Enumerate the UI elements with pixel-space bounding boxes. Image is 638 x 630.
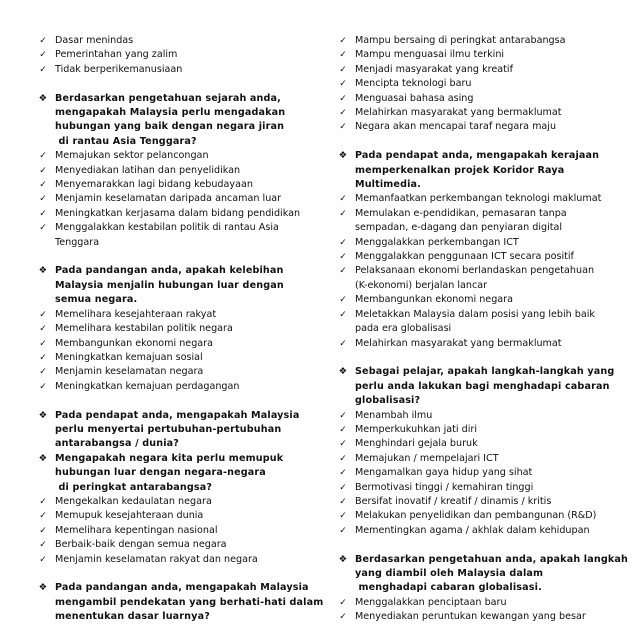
list-item-continuation: (K-ekonomi) berjalan lancar	[355, 279, 488, 291]
list-item: ✓ Melahirkan masyarakat yang bermaklumat	[337, 106, 627, 120]
list-item: ✓ Pemerintahan yang zalim	[37, 48, 309, 62]
question-block	[337, 149, 627, 192]
list-item: ✓ Menggalakkan penggunaan ICT secara positif	[337, 250, 627, 264]
list-item: ✓ Negara akan mencapai taraf negara maju	[337, 120, 627, 134]
list-item: ✓ Menjamin keselamatan rakyat dan negara	[37, 553, 309, 567]
check-icon: ✓	[39, 309, 47, 320]
list-item: ✓ Mampu bersaing di peringkat antarabangsa	[337, 34, 627, 48]
check-icon: ✓	[339, 108, 347, 119]
list-item: ✓ Memajukan sektor pelancongan	[37, 149, 309, 163]
check-icon: ✓	[339, 295, 347, 306]
question-line: perlu anda lakukan bagi menghadapi cabaran	[355, 380, 610, 392]
check-icon: ✓	[39, 554, 47, 565]
question-line: hubungan yang baik dengan negara jiran	[55, 121, 285, 133]
list-item: ✓ Mencipta teknologi baru	[337, 77, 627, 91]
list-item: ✓ Menggalakkan perkembangan ICT	[337, 236, 627, 250]
check-icon: ✓	[39, 367, 47, 378]
check-icon: ✓	[339, 208, 347, 219]
check-icon: ✓	[39, 525, 47, 536]
check-icon: ✓	[339, 122, 347, 133]
list-item-continuation: Tenggara	[55, 236, 100, 248]
check-icon: ✓	[39, 540, 47, 551]
list-item: ✓ Menggalakkan penciptaan baru	[337, 596, 627, 610]
list-item: ✓ Menjadi masyarakat yang kreatif	[337, 63, 627, 77]
list-item: ✓ Memulakan e-pendidikan, pemasaran tanpa	[337, 207, 627, 221]
check-icon: ✓	[339, 93, 347, 104]
check-icon: ✓	[339, 482, 347, 493]
list-item: ✓ Menghindari gejala buruk	[337, 437, 627, 451]
check-icon: ✓	[339, 597, 347, 608]
diamond-bullet-icon: ❖	[338, 150, 348, 162]
check-icon: ✓	[339, 338, 347, 349]
list-item: ✓ Mengekalkan kedaulatan negara	[37, 495, 309, 509]
question-line: ❖ Sebagai pelajar, apakah langkah-langkah yang	[337, 365, 627, 379]
list-item: ✓ Menggalakkan kestabilan politik di rantau Asia	[37, 221, 309, 235]
list-item: ✓ Memperkukuhkan jati diri	[337, 423, 627, 437]
check-icon: ✓	[339, 511, 347, 522]
check-icon: ✓	[39, 36, 47, 46]
check-icon: ✓	[339, 424, 347, 435]
question-line: ❖ Berdasarkan pengetahuan anda, apakah langkah	[337, 553, 627, 567]
check-icon: ✓	[339, 50, 347, 61]
list-item: ✓ Memajukan / mempelajari ICT	[337, 452, 627, 466]
check-icon: ✓	[339, 410, 347, 421]
diamond-bullet-icon: ❖	[338, 553, 348, 565]
diamond-bullet-icon: ❖	[338, 366, 348, 378]
question-line: semua negara.	[55, 294, 138, 306]
list-item: ✓ Dasar menindas	[37, 34, 309, 48]
check-icon: ✓	[39, 208, 47, 219]
question-line: di rantau Asia Tenggara?	[58, 135, 197, 147]
diamond-bullet-icon: ❖	[38, 265, 48, 277]
question-line: antarabangsa / dunia?	[55, 438, 179, 450]
list-item: ✓ Menjamin keselamatan daripada ancaman luar	[37, 192, 309, 206]
list-item: ✓ Bermotivasi tinggi / kemahiran tinggi	[337, 481, 627, 495]
check-icon: ✓	[339, 266, 347, 277]
check-icon: ✓	[339, 309, 347, 320]
question-line: menentukan dasar luarnya?	[55, 611, 210, 623]
question-line: ❖ Mengapakah negara kita perlu memupuk	[37, 452, 309, 466]
check-icon: ✓	[39, 180, 47, 191]
check-icon: ✓	[339, 468, 347, 479]
check-icon: ✓	[339, 64, 347, 75]
question-line: ❖ Pada pandangan anda, apakah kelebihan	[37, 264, 309, 278]
question-block	[337, 553, 627, 596]
diamond-bullet-icon: ❖	[38, 92, 48, 104]
list-item: ✓ Menambah ilmu	[337, 409, 627, 423]
question-line: ❖ Pada pendapat anda, mengapakah kerajaan	[337, 149, 627, 163]
list-item: ✓ Menyediakan peruntukan kewangan yang besar	[337, 610, 627, 624]
question-block	[37, 409, 309, 452]
list-item: ✓ Membangunkan ekonomi negara	[337, 293, 627, 307]
check-icon: ✓	[39, 338, 47, 349]
list-item: ✓ Menyemarakkan lagi bidang kebudayaan	[37, 178, 309, 192]
check-icon: ✓	[39, 50, 47, 61]
question-line: mengambil pendekatan yang berhati-hati dalam	[55, 596, 324, 608]
check-icon: ✓	[39, 151, 47, 162]
check-icon: ✓	[39, 324, 47, 335]
list-item: ✓ Menjamin keselamatan negara	[37, 365, 309, 379]
list-item: ✓ Memupuk kesejahteraan dunia	[37, 509, 309, 523]
check-icon: ✓	[39, 381, 47, 392]
right-column	[337, 34, 627, 625]
check-icon: ✓	[39, 194, 47, 205]
question-line: Malaysia menjalin hubungan luar dengan	[55, 279, 284, 291]
list-item: ✓ Melakukan penyelidikan dan pembangunan (R&D)	[337, 509, 627, 523]
question-line: ❖ Berdasarkan pengetahuan sejarah anda,	[37, 92, 309, 106]
list-item: ✓ Meletakkan Malaysia dalam posisi yang lebih baik	[337, 308, 627, 322]
question-line: menghadapi cabaran globalisasi.	[358, 582, 542, 594]
list-item: ✓ Meningkatkan kemajuan perdagangan	[37, 380, 309, 394]
check-icon: ✓	[339, 36, 347, 46]
diamond-bullet-icon: ❖	[38, 452, 48, 464]
check-icon: ✓	[39, 511, 47, 522]
list-item: ✓ Meningkatkan kemajuan sosial	[37, 351, 309, 365]
check-icon: ✓	[339, 237, 347, 248]
diamond-bullet-icon: ❖	[38, 409, 48, 421]
check-icon: ✓	[39, 223, 47, 234]
list-item: ✓ Mengamalkan gaya hidup yang sihat	[337, 466, 627, 480]
question-block	[37, 92, 309, 150]
list-item: ✓ Meningkatkan kerjasama dalam bidang pendidikan	[37, 207, 309, 221]
question-block	[37, 581, 324, 624]
list-item: ✓ Menyediakan latihan dan penyelidikan	[37, 164, 309, 178]
check-icon: ✓	[339, 496, 347, 507]
list-item: ✓ Membangunkan ekonomi negara	[37, 337, 309, 351]
check-icon: ✓	[339, 612, 347, 623]
list-item: ✓ Bersifat inovatif / kreatif / dinamis / kritis	[337, 495, 627, 509]
check-icon: ✓	[39, 352, 47, 363]
left-column	[37, 34, 324, 625]
check-icon: ✓	[339, 252, 347, 263]
list-item: ✓ Pelaksanaan ekonomi berlandaskan pengetahuan	[337, 264, 627, 278]
list-item: ✓ Memelihara kesejahteraan rakyat	[37, 308, 309, 322]
list-item: ✓ Melahirkan masyarakat yang bermaklumat	[337, 337, 627, 351]
list-item: ✓ Memanfaatkan perkembangan teknologi maklumat	[337, 192, 627, 206]
question-line: mengapakah Malaysia perlu mengadakan	[55, 107, 286, 119]
check-icon: ✓	[339, 453, 347, 464]
question-block	[337, 365, 627, 408]
check-icon: ✓	[339, 439, 347, 450]
list-item-continuation: pada era globalisasi	[355, 323, 452, 335]
list-item: ✓ Mementingkan agama / akhlak dalam kehidupan	[337, 524, 627, 538]
check-icon: ✓	[339, 194, 347, 205]
question-line: globalisasi?	[355, 395, 421, 407]
list-item: ✓ Berbaik-baik dengan semua negara	[37, 538, 309, 552]
question-line: yang diambil oleh Malaysia dalam	[355, 567, 544, 579]
check-icon: ✓	[339, 79, 347, 90]
list-item: ✓ Memelihara kepentingan nasional	[37, 524, 309, 538]
list-item: ✓ Memelihara kestabilan politik negara	[37, 322, 309, 336]
check-icon: ✓	[39, 64, 47, 75]
question-line: ❖ Pada pandangan anda, mengapakah Malaysia	[37, 581, 309, 595]
question-block	[37, 264, 309, 307]
question-line: hubungan luar dengan negara-negara	[55, 467, 266, 479]
question-line: perlu menyertai pertubuhan-pertubuhan	[55, 423, 282, 435]
list-item: ✓ Mampu menguasai ilmu terkini	[337, 48, 627, 62]
question-line: memperkenalkan projek Koridor Raya	[355, 164, 565, 176]
check-icon: ✓	[339, 525, 347, 536]
question-block	[37, 452, 309, 495]
diamond-bullet-icon: ❖	[38, 582, 48, 594]
list-item: ✓ Menguasai bahasa asing	[337, 92, 627, 106]
check-icon: ✓	[39, 496, 47, 507]
list-item: ✓ Tidak berperikemanusiaan	[37, 63, 309, 77]
check-icon: ✓	[39, 165, 47, 176]
list-item-continuation: sempadan, e-dagang dan penyiaran digital	[355, 222, 563, 234]
question-line: Multimedia.	[355, 179, 421, 191]
question-line: di peringkat antarabangsa?	[58, 481, 213, 493]
question-line: ❖ Pada pendapat anda, mengapakah Malaysia	[37, 409, 309, 423]
